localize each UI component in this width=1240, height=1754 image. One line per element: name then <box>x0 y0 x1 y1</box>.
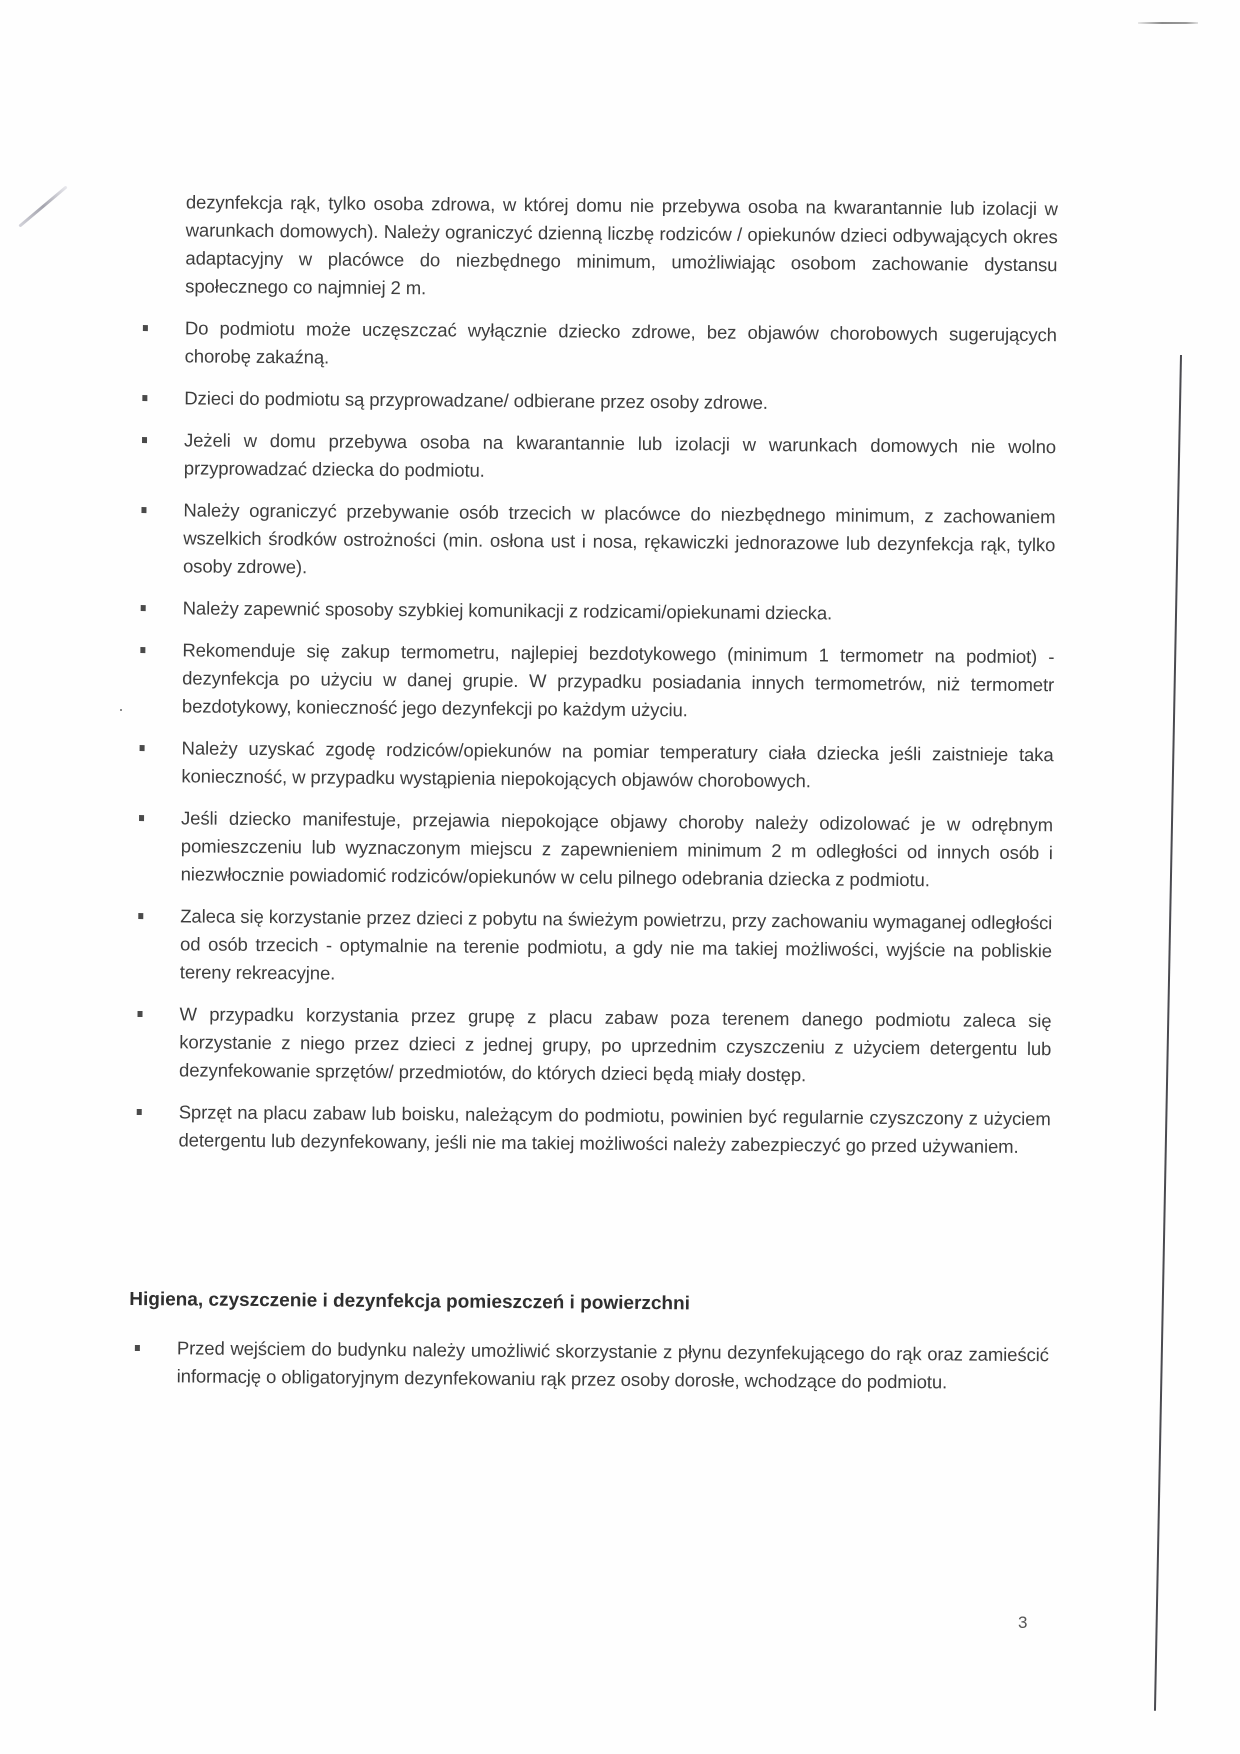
list-item <box>135 496 1056 587</box>
pen-mark <box>18 185 67 227</box>
list-item-text: Należy ograniczyć przebywanie osób trzecich w placówce do niezbędnego minimum, z zachowaniem wszelkich środków ostrożności (min. osłona ust i nosa, rękawiczki jednorazowe lub dezynfekcja rąk, tylko osoby zdrowe). <box>182 499 1056 578</box>
intro-paragraph: dezynfekcja rąk, tylko osoba zdrowa, w której domu nie przebywa osoba na kwarantannie lub izolacji w warunkach domowych). Należy ograniczyć dzienną liczbę rodziców / opiekunów dzieci odbywających okres adaptacyjny w placówce do niezbędnego minimum, umożliwiając osobom zachowanie dystansu społecznego co najmniej 2 m. <box>185 191 1058 299</box>
page-number: 3 <box>1018 1613 1028 1632</box>
list-item <box>133 734 1053 797</box>
scan-speck <box>120 709 122 711</box>
list-item-text: Do podmiotu może uczęszczać wyłącznie dziecko zdrowe, bez objawów chorobowych sugerujących chorobę zakaźną. <box>184 317 1057 368</box>
section-bullet-list <box>129 1334 1049 1397</box>
list-item-text: Należy uzyskać zgodę rodziców/opiekunów na pomiar temperatury ciała dziecka jeśli zaistnieje taka konieczność, w przypadku wystąpienia niepokojących objawów chorobowych. <box>181 737 1054 792</box>
list-item <box>132 902 1053 993</box>
square-bullet-icon <box>138 913 143 919</box>
list-item <box>137 314 1057 377</box>
list-item-text: Sprzęt na placu zabaw lub boisku, należącym do podmiotu, powinien być regularnie czyszczony z użyciem detergentu lub dezynfekowany, jeśli nie ma takiej możliwości należy zabezpieczyć go przed używaniem. <box>178 1101 1051 1157</box>
section-heading: Higiena, czyszczenie i dezynfekcja pomieszczeń i powierzchni <box>129 1288 691 1315</box>
list-item <box>134 636 1055 727</box>
list-item-text: Jeżeli w domu przebywa osoba na kwarantannie lub izolacji w warunkach domowych nie wolno przyprowadzać dziecka do podmiotu. <box>183 429 1057 481</box>
list-item-text: Jeśli dziecko manifestuje, przejawia niepokojące objawy choroby należy odizolować je w odrębnym pomieszczeniu lub wyznaczonym miejscu z zapewnieniem minimum 2 m odległości od innych osób i niezwłocznie powiadomić rodziców/opiekunów w celu pilnego odebrania dziecka z podmiotu. <box>180 807 1054 891</box>
square-bullet-icon <box>139 815 144 821</box>
square-bullet-icon <box>137 1109 142 1115</box>
square-bullet-icon <box>141 507 146 513</box>
list-item-text: Dzieci do podmiotu są przyprowadzane/ odbierane przez osoby zdrowe. <box>184 387 768 413</box>
list-item-text: Zaleca się korzystanie przez dzieci z pobytu na świeżym powietrzu, przy zachowaniu wymaganej odległości od osób trzecich - optymalnie na terenie podmiotu, a gdy nie ma takiej możliwości, wyjście na pobliskie tereny rekreacyjne. <box>179 905 1053 984</box>
list-item <box>133 804 1054 895</box>
list-item-text: Rekomenduje się zakup termometru, najlepiej bezdotykowego (minimum 1 termometr na podmiot) - dezynfekcja po użyciu w danej grupie. W przypadku posiadania innych termometrów, niż termometr bezdotykowy, konieczność jego dezynfekcji po każdym użyciu. <box>181 639 1055 721</box>
scan-edge-line <box>1138 22 1198 24</box>
square-bullet-icon <box>142 395 147 401</box>
bullet-list <box>130 314 1057 1161</box>
list-item-text: Przed wejściem do budynku należy umożliwić skorzystanie z płynu dezynfekującego do rąk oraz zamieścić informację o obligatoryjnym dezynfekowaniu rąk przez osoby dorosłe, wchodzące do podmiotu. <box>176 1337 1049 1393</box>
list-item <box>130 1098 1050 1161</box>
square-bullet-icon <box>135 1345 140 1351</box>
square-bullet-icon <box>140 647 145 653</box>
document-body <box>128 188 1058 1411</box>
square-bullet-icon <box>141 605 146 611</box>
list-item <box>129 1334 1049 1397</box>
margin-rule-line <box>1154 355 1182 1711</box>
square-bullet-icon <box>143 325 148 331</box>
list-item-text: W przypadku korzystania przez grupę z placu zabaw poza terenem danego podmiotu zaleca się korzystanie z niego przez dzieci z jednej grupy, po uprzednim czyszczeniu z użyciem detergentu lub dezynfekowanie sprzętów/ przedmiotów, do których dzieci będą miały dostęp. <box>178 1003 1052 1086</box>
list-item <box>136 426 1056 489</box>
square-bullet-icon <box>140 745 145 751</box>
list-item-text: Należy zapewnić sposoby szybkiej komunikacji z rodzicami/opiekunami dziecka. <box>182 597 833 624</box>
list-item <box>136 384 1056 419</box>
list-item <box>131 1000 1052 1091</box>
square-bullet-icon <box>137 1011 142 1017</box>
square-bullet-icon <box>142 437 147 443</box>
list-item <box>135 594 1055 629</box>
